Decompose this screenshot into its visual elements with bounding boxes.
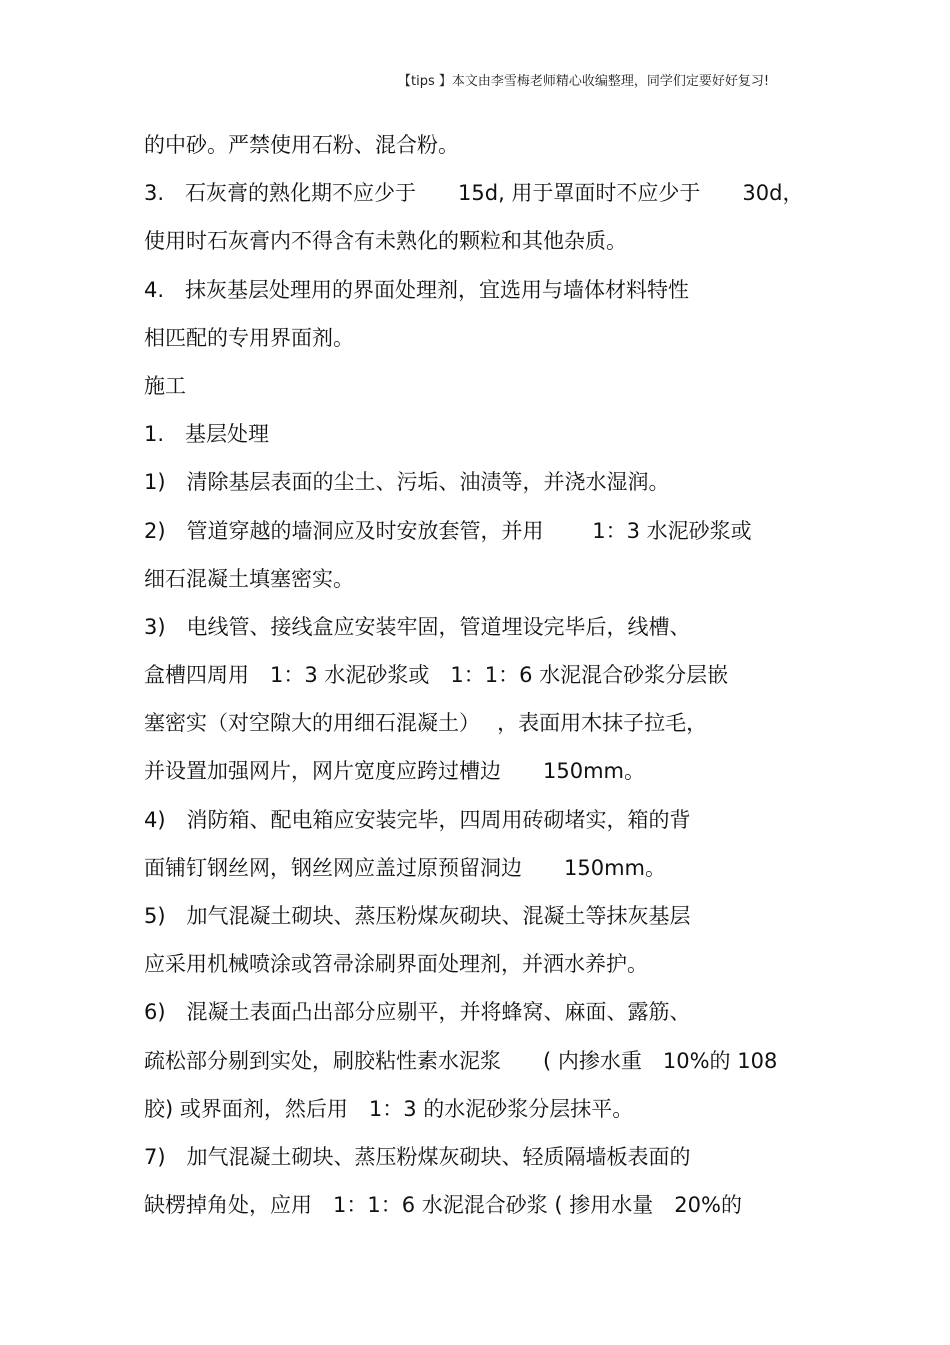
body-line: 4. 抹灰基层处理用的界面处理剂，宜选用与墙体材料特性: [144, 277, 690, 302]
body-line: 胶) 或界面剂，然后用 1：3 的水泥砂浆分层抹平。: [144, 1096, 634, 1121]
body-line: 相匹配的专用界面剂。: [144, 325, 354, 350]
body-line: 应采用机械喷涂或笤帚涂刷界面处理剂，并洒水养护。: [144, 952, 648, 977]
body-line: 盒槽四周用 1：3 水泥砂浆或 1：1：6 水泥混合砂浆分层嵌: [144, 663, 729, 688]
body-line: 缺楞掉角处，应用 1：1：6 水泥混合砂浆 ( 掺用水量 20%的: [144, 1193, 742, 1218]
body-line: 7) 加气混凝土砌块、蒸压粉煤灰砌块、轻质隔墙板表面的: [144, 1144, 691, 1169]
body-line: 1) 清除基层表面的尘土、污垢、油渍等，并浇水湿润。: [144, 470, 670, 495]
document-body: [144, 128, 824, 1236]
body-line: 1. 基层处理: [144, 422, 270, 447]
body-line: 5) 加气混凝土砌块、蒸压粉煤灰砌块、混凝土等抹灰基层: [144, 904, 691, 928]
header-tips-note: 【tips 】本文由李雪梅老师精心收编整理，同学们定要好好复习!: [398, 74, 770, 89]
body-line: 3. 石灰膏的熟化期不应少于 15d, 用于罩面时不应少于 30d，: [144, 181, 804, 206]
body-line: 并设置加强网片，网片宽度应跨过槽边 150mm。: [144, 759, 645, 784]
body-line: 6) 混凝土表面凸出部分应剔平，并将蜂窝、麻面、露筋、: [144, 1000, 691, 1025]
body-line: 面铺钉钢丝网，钢丝网应盖过原预留洞边 150mm。: [144, 855, 666, 880]
body-line: 3) 电线管、接线盒应安装牢固，管道埋设完毕后，线槽、: [144, 614, 691, 639]
body-line: 的中砂。严禁使用石粉、混合粉。: [144, 133, 459, 157]
body-line: 疏松部分剔到实处，刷胶粘性素水泥浆 ( 内掺水重 10%的 108: [144, 1048, 778, 1073]
body-line: 塞密实（对空隙大的用细石混凝土） ，表面用木抹子拉毛，: [144, 711, 708, 736]
body-line: 使用时石灰膏内不得含有未熟化的颗粒和其他杂质。: [144, 229, 627, 254]
body-line: 细石混凝土填塞密实。: [144, 566, 354, 591]
body-line: 2) 管道穿越的墙洞应及时安放套管，并用 1：3 水泥砂浆或: [144, 518, 752, 543]
body-line: 4) 消防箱、配电箱应安装完毕，四周用砖砌堵实，箱的背: [144, 807, 691, 832]
section-heading-construction: 施工: [144, 373, 186, 398]
